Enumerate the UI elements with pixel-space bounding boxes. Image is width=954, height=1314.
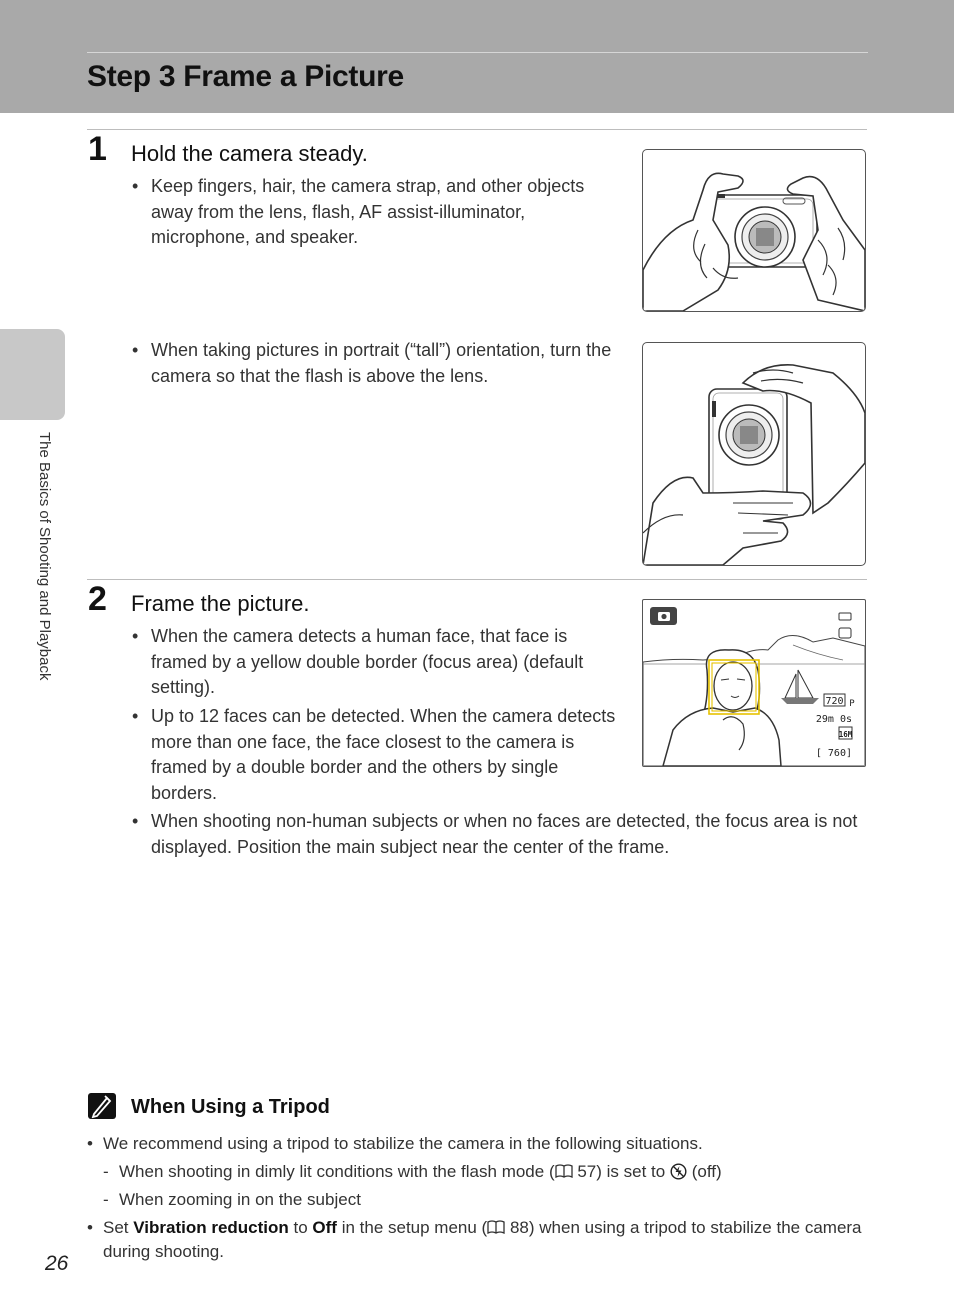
dash: - bbox=[103, 1162, 109, 1181]
note-bullet-2-ref: 88 bbox=[509, 1218, 529, 1237]
pencil-note-icon bbox=[88, 1093, 116, 1119]
flash-off-icon bbox=[670, 1162, 687, 1181]
bullet-dot: • bbox=[132, 626, 139, 646]
page-number: 26 bbox=[45, 1252, 69, 1275]
step-2-rule bbox=[87, 579, 867, 580]
note-bullet-2-pre: Set bbox=[103, 1218, 134, 1237]
step-1-bullet-1-text: Keep fingers, hair, the camera strap, and other objects away from the lens, flash, AF assist-illuminator, microphone, and speaker. bbox=[151, 176, 585, 247]
dash: - bbox=[103, 1190, 109, 1209]
note-sub-2 bbox=[103, 1188, 859, 1212]
note-bullet-1-text: We recommend using a tripod to stabilize the camera in the following situations. bbox=[103, 1134, 703, 1153]
portrait-grip-illustration bbox=[642, 342, 866, 566]
note-title: When Using a Tripod bbox=[131, 1096, 330, 1118]
step-2-bullet-2-text: Up to 12 faces can be detected. When the camera detects more than one face, the face closest to the camera is framed by a double border and the others by single borders. bbox=[151, 706, 616, 803]
note-sub-1-pre: When shooting in dimly lit conditions with the flash mode ( bbox=[119, 1162, 555, 1181]
step-2-bullet-1-text: When the camera detects a human face, that face is framed by a yellow double border (focus area) (default setting). bbox=[151, 626, 584, 697]
note-bullet-2-post: ) when using a tripod to stabilize the camera during shooting. bbox=[103, 1218, 862, 1261]
lcd-image-mode: 16M bbox=[838, 730, 853, 739]
header-band bbox=[0, 0, 954, 113]
vibration-reduction-setting: Vibration reduction bbox=[133, 1218, 289, 1237]
note-sub-1-post: (off) bbox=[691, 1162, 722, 1181]
step-2-bullet-3-text: When shooting non-human subjects or when no faces are detected, the focus area is not displayed. Position the main subject near the center of the frame. bbox=[151, 811, 858, 857]
step-1-title: Hold the camera steady. bbox=[131, 141, 368, 166]
landscape-grip-drawing bbox=[643, 150, 865, 311]
note-sub-1 bbox=[103, 1160, 859, 1184]
note-sub-2-text: When zooming in on the subject bbox=[119, 1190, 361, 1209]
bullet-dot: • bbox=[132, 340, 139, 360]
camera-monitor-illustration bbox=[642, 599, 866, 767]
lcd-remaining-time: 29m 0s bbox=[815, 714, 852, 725]
monitor-scene-drawing bbox=[643, 600, 865, 766]
step-2-bullet-3 bbox=[132, 809, 867, 860]
step-2-bullet-2 bbox=[132, 704, 621, 806]
bullet-dot: • bbox=[87, 1218, 93, 1237]
note-bullet-2-mid2: in the setup menu ( bbox=[336, 1218, 488, 1237]
bullet-dot: • bbox=[132, 811, 139, 831]
note-bullet-2-mid: to bbox=[288, 1218, 313, 1237]
portrait-grip-drawing bbox=[643, 343, 865, 565]
off-setting: Off bbox=[312, 1218, 337, 1237]
bullet-dot: • bbox=[132, 176, 139, 196]
lcd-exposures: [ 760] bbox=[815, 748, 852, 759]
header-rule bbox=[87, 52, 868, 53]
step-1-bullet-2-text: When taking pictures in portrait (“tall”) orientation, turn the camera so that the flash is above the lens. bbox=[151, 340, 612, 386]
note-sub-1-mid: ) is set to bbox=[596, 1162, 666, 1181]
landscape-grip-illustration bbox=[642, 149, 866, 312]
section-tab-label: The Basics of Shooting and Playback bbox=[36, 432, 53, 681]
book-reference-icon bbox=[487, 1218, 505, 1237]
section-tab bbox=[0, 329, 65, 420]
note-bullet-1 bbox=[87, 1132, 863, 1156]
step-1-bullet-2 bbox=[132, 338, 621, 389]
step-2-number: 2 bbox=[88, 580, 107, 618]
lcd-movie-size: 720 bbox=[825, 696, 844, 707]
step-1-bullet-1 bbox=[132, 174, 616, 251]
bullet-dot: • bbox=[132, 706, 139, 726]
step-2-bullet-1 bbox=[132, 624, 621, 701]
step-2-title: Frame the picture. bbox=[131, 591, 310, 616]
lcd-movie-suffix: P bbox=[849, 699, 855, 709]
step-1-rule bbox=[87, 129, 867, 130]
note-bullet-2 bbox=[87, 1216, 868, 1264]
page-title: Step 3 Frame a Picture bbox=[87, 60, 404, 93]
note-sub-1-ref: 57 bbox=[577, 1162, 597, 1181]
pencil-icon bbox=[88, 1093, 116, 1119]
bullet-dot: • bbox=[87, 1134, 93, 1153]
book-reference-icon bbox=[555, 1162, 573, 1181]
step-1-number: 1 bbox=[88, 130, 107, 168]
